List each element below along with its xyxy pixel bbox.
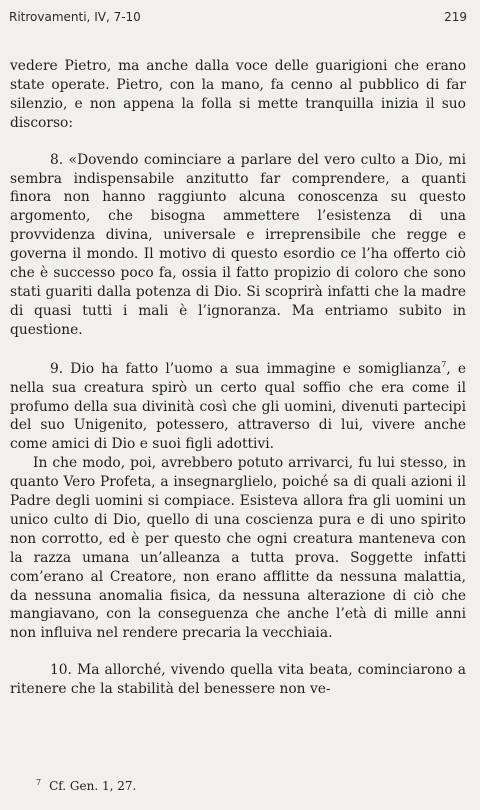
page-number: 219 bbox=[444, 10, 467, 24]
footnote-reference: 7 bbox=[441, 359, 447, 369]
paragraph-9-text-a: 9. Dio ha fatto l’uomo a sua immagine e somiglianza bbox=[50, 360, 442, 377]
footnote-text: Cf. Gen. 1, 27. bbox=[49, 779, 137, 793]
paragraph-9-text-b: , e nella sua creatura spirò un certo qual soffio che era come il profumo della sua divinità così che gli uomini, divenuti partecipi del suo Unigenito, potessero, attraverso di lui, vivere anche come amici di Dio e suoi figli adottivi. bbox=[10, 360, 466, 453]
paragraph-9-continued: In che modo, poi, avrebbero potuto arrivarci, fu lui stesso, in quanto Vero Profeta, a insegnarglielo, poiché sa di quali azioni il Padre degli uomini si compiace. Esisteva allora fra gli uomini un unico culto di Dio, quello di una coscienza pura e di uno spirito non corrotto, ed è per questo che ogni creatura manteneva con la razza umana un’alleanza a tutta prova. Soggette infatti com’erano al Creatore, non erano afflitte da nessuna malattia, da nessuna anomalia fisica, da nessuna alterazione di ciò che mangiavano, con la conseguenza che anche l’età di mille anni non influiva nel rendere precaria la vecchiaia. bbox=[10, 455, 466, 642]
paragraph-8: 8. «Dovendo cominciare a parlare del vero culto a Dio, mi sembra indispensabile anzitutto far comprendere, a quanti finora non hanno raggiunto alcuna conoscenza su questo argomento, che bisogna ammettere l’esistenza di una provvidenza divina, universale e irreprensibile che regge e governa il mondo. Il motivo di questo esordio ce l’ha offerto ciò che è successo poco fa, ossia il fatto propizio di coloro che sono stati guariti dalla potenza di Dio. Si scoprirà infatti che la madre di quasi tutti i mali è l’ignoranza. Ma entriamo subito in questione. bbox=[10, 151, 466, 338]
page-header bbox=[9, 10, 467, 24]
paragraph-10: 10. Ma allorché, vivendo quella vita beata, cominciarono a ritenere che la stabilità del benessere non ve- bbox=[10, 662, 466, 698]
paragraph-continuation: vedere Pietro, ma anche dalla voce delle guarigioni che erano state operate. Pietro, con la mano, fa cenno al pubblico di far silenzio, e non appena la folla si mette tranquilla inizia il suo discorso: bbox=[10, 58, 466, 131]
footnote-number: 7 bbox=[36, 778, 42, 787]
main-text bbox=[10, 57, 466, 699]
footnote bbox=[36, 778, 136, 793]
running-title: Ritrovamenti, IV, 7-10 bbox=[9, 10, 141, 24]
paragraph-9 bbox=[10, 360, 466, 455]
